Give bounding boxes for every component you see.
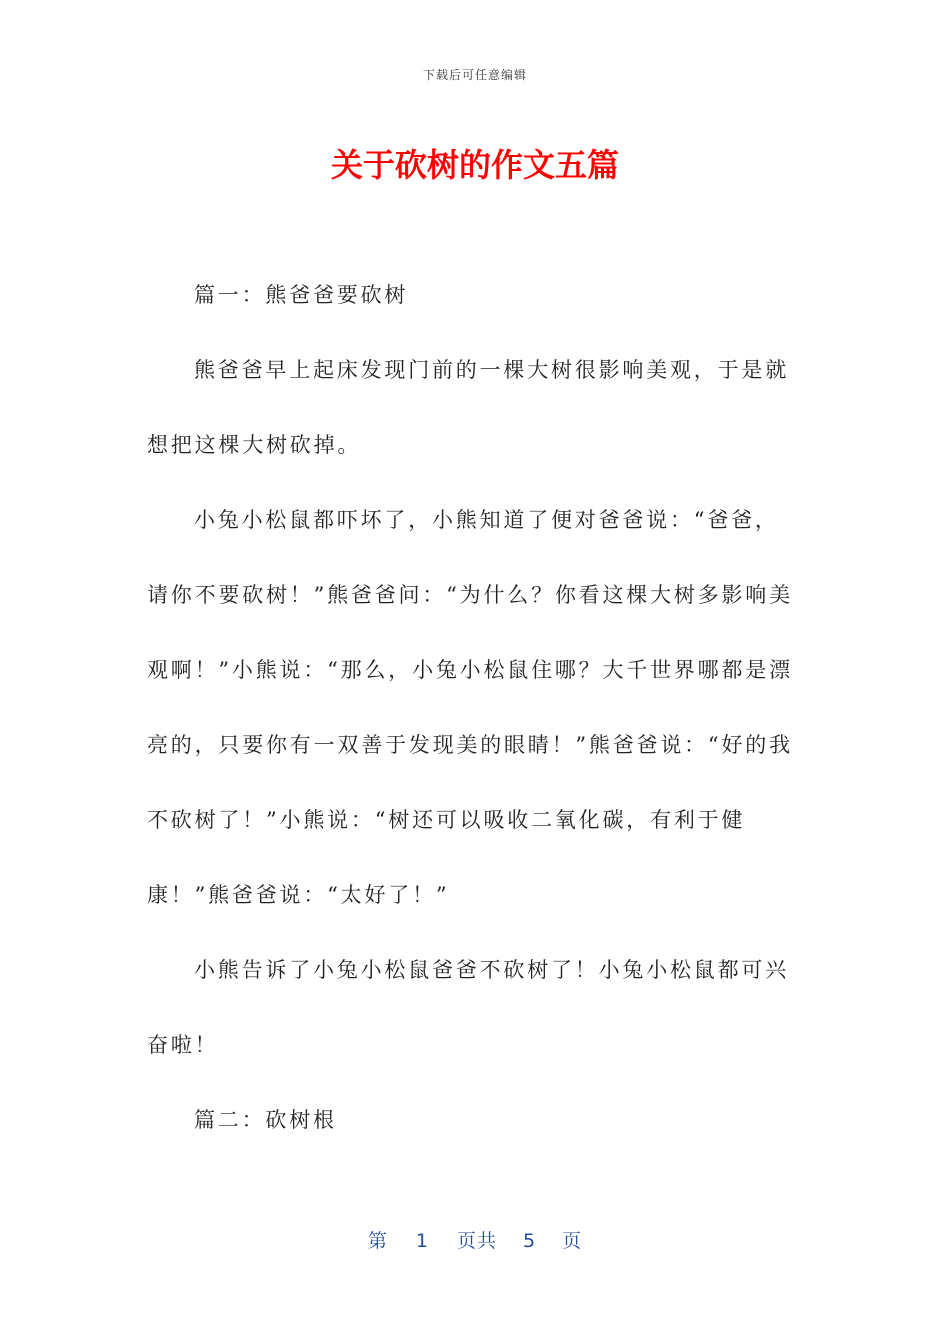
document-body	[147, 277, 793, 1177]
footer-prefix: 第	[367, 1230, 388, 1252]
total-pages-number: 5	[523, 1230, 537, 1252]
section-heading-1: 篇一：熊爸爸要砍树	[194, 283, 409, 307]
paragraph: 小熊告诉了小兔小松鼠爸爸不砍树了！小兔小松鼠都可兴奋啦！	[147, 958, 789, 1057]
document-title: 关于砍树的作文五篇	[330, 146, 619, 184]
current-page-number: 1	[415, 1230, 429, 1252]
paragraph: 熊爸爸早上起床发现门前的一棵大树很影响美观，于是就想把这棵大树砍掉。	[147, 358, 789, 457]
section-heading-2: 篇二：砍树根	[194, 1108, 337, 1132]
footer-middle: 页共	[456, 1230, 497, 1252]
footer-suffix: 页	[562, 1230, 583, 1252]
header-note: 下载后可任意编辑	[422, 68, 527, 82]
paragraph: 小兔小松鼠都吓坏了，小熊知道了便对爸爸说：“爸爸，请你不要砍树！”熊爸爸问：“为什么？你看这棵大树多影响美观啊！”小熊说：“那么，小兔小松鼠住哪？大千世界哪都是漂亮的，只要你有一双善于发现美的眼睛！”熊爸爸说：“好的我不砍树了！”小熊说：“树还可以吸收二氧化碳，有利于健康！”熊爸爸说：“太好了！”	[147, 508, 793, 907]
page-footer	[0, 1226, 950, 1253]
